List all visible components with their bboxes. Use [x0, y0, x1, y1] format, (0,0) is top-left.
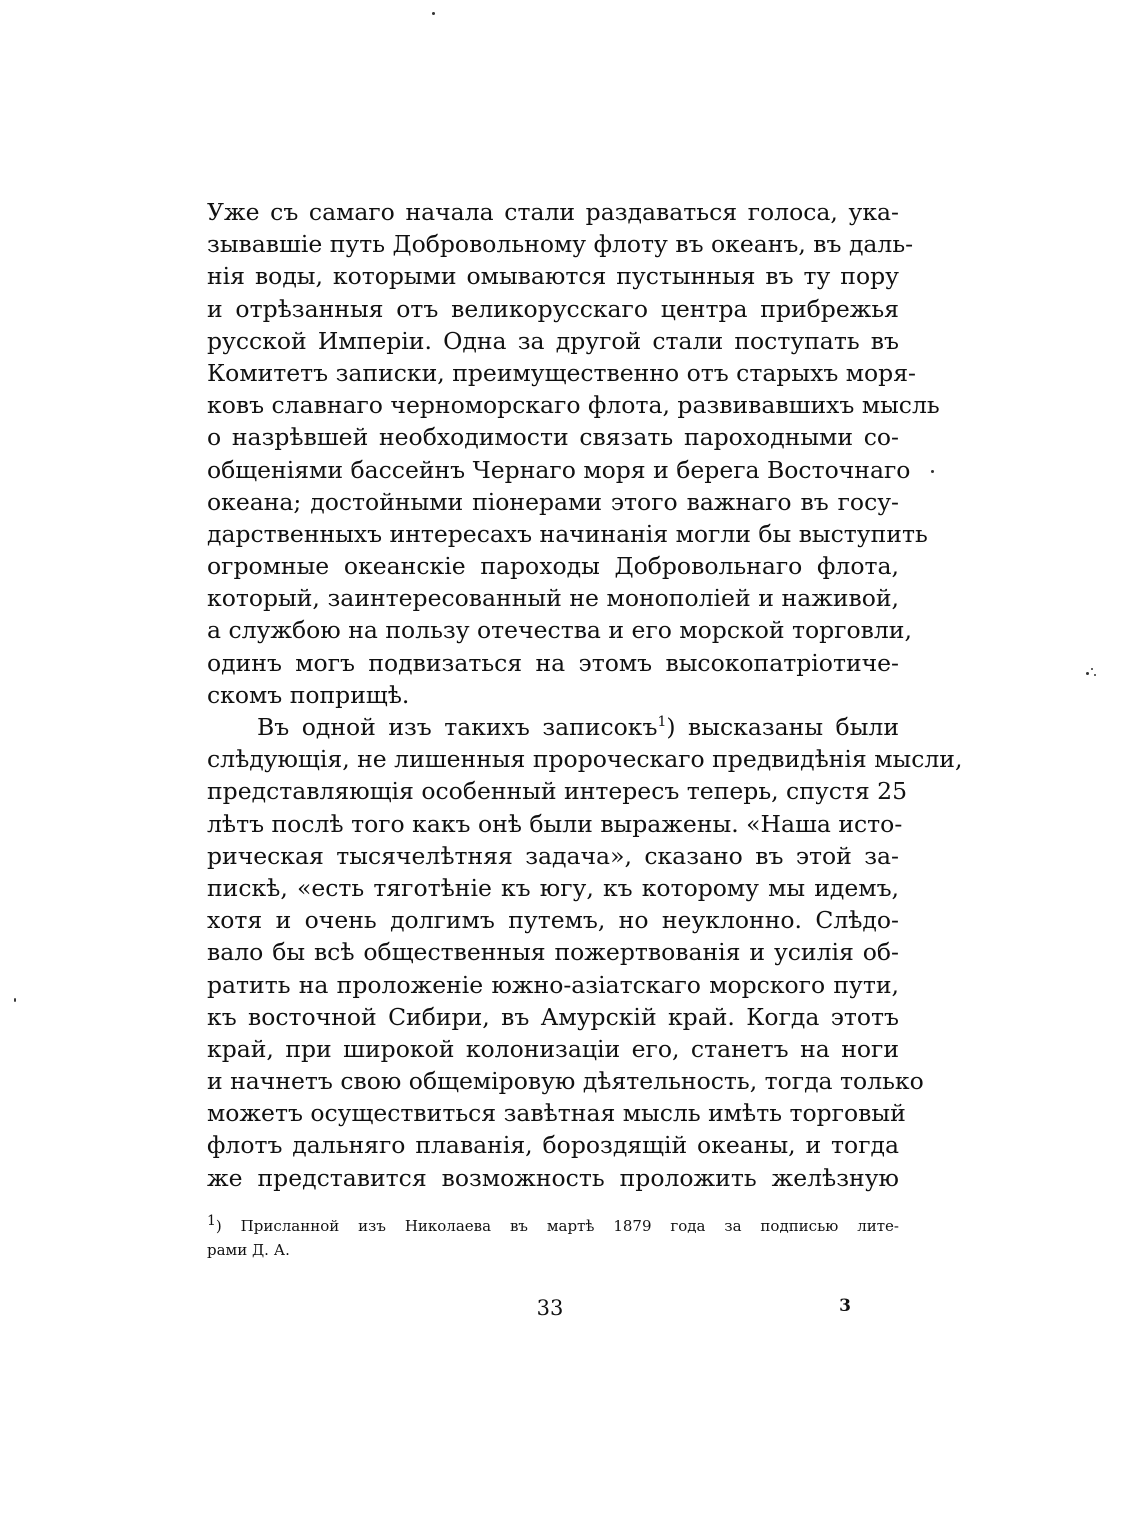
text-line: Комитетъ записки, преимущественно отъ старыхъ моря-: [207, 358, 916, 387]
text-line: ратить на проложеніе южно-азіатскаго морского пути,: [207, 970, 899, 999]
text-line: океана; достойными піонерами этого важнаго въ госу-: [207, 487, 899, 516]
text-line: представляющія особенный интересъ теперь, спустя 25: [207, 777, 908, 806]
scan-speck: [1094, 674, 1096, 676]
page-number: 33: [536, 1296, 564, 1320]
text-line: пискѣ, «есть тяготѣніе къ югу, къ которому мы идемъ,: [207, 873, 899, 902]
footnote-marker: 1: [207, 1213, 216, 1229]
text-line: дарственныхъ интересахъ начинанія могли бы выступить: [207, 519, 928, 548]
text-line: вало бы всѣ общественныя пожертвованія и усилія об-: [207, 938, 899, 967]
scan-speck: [432, 12, 435, 15]
text-line: нія воды, которыми омываются пустынныя въ ту пору: [207, 262, 899, 291]
footnote: [207, 1214, 899, 1262]
text-line: лѣтъ послѣ того какъ онѣ были выражены. «Наша исто-: [207, 809, 903, 838]
text-line: флотъ дальняго плаванія, бороздящій океаны, и тогда: [207, 1131, 899, 1160]
text-line: хотя и очень долгимъ путемъ, но неуклонно. Слѣдо-: [207, 906, 899, 935]
footnote-text: ) Присланной изъ Николаева въ мартѣ 1879 года за подписью лите-: [215, 1217, 899, 1235]
text-line: огромные океанскіе пароходы Добровольнаго флота,: [207, 552, 899, 581]
signature-mark: 3: [839, 1296, 851, 1316]
text-line: къ восточной Сибири, въ Амурскій край. Когда этотъ: [207, 1002, 899, 1031]
text-line: Уже съ самаго начала стали раздаваться голоса, ука-: [207, 198, 899, 226]
text-line: край, при широкой колонизаціи его, станетъ на ноги: [207, 1034, 899, 1063]
scan-speck: [14, 998, 16, 1002]
text-line: слѣдующія, не лишенныя пророческаго предвидѣнія мысли,: [207, 745, 963, 774]
text-line: зывавшіе путь Добровольному флоту въ океанъ, въ даль-: [207, 230, 914, 259]
footnote-line: рами Д. А.: [207, 1241, 290, 1259]
text-line: русской Имперіи. Одна за другой стали поступать въ: [207, 326, 899, 355]
text-line: а службою на пользу отечества и его морской торговли,: [207, 616, 912, 645]
scan-speck: [931, 470, 934, 473]
footnote-line: [207, 1214, 899, 1238]
text-line: одинъ могъ подвизаться на этомъ высокопатріотиче-: [207, 648, 899, 677]
text-line: общеніями бассейнъ Чернаго моря и берега Восточнаго: [207, 455, 911, 484]
text-line: о назрѣвшей необходимости связать пароходными со-: [207, 423, 899, 452]
text-line: и отрѣзанныя отъ великорусскаго центра прибрежья: [207, 294, 899, 323]
text-line: же представится возможность проложить желѣзную: [207, 1163, 899, 1192]
footnote-reference: 1: [657, 714, 667, 731]
scan-speck: [1091, 668, 1093, 670]
body-text: [207, 196, 963, 1194]
text-segment: ) высказаны были: [666, 713, 899, 741]
text-line: рическая тысячелѣтняя задача», сказано въ этой за-: [207, 841, 899, 870]
text-line: ковъ славнаго черноморскаго флота, развивавшихъ мысль: [207, 391, 940, 420]
text-segment: Въ одной изъ такихъ записокъ: [257, 713, 658, 741]
paragraph-start-line: [207, 711, 899, 743]
text-line: можетъ осуществиться завѣтная мысль имѣть торговый: [207, 1099, 906, 1128]
text-line: скомъ поприщѣ.: [207, 680, 410, 709]
text-line: и начнетъ свою общеміровую дѣятельность, тогда только: [207, 1067, 924, 1096]
text-line: который, заинтересованный не монополіей и наживой,: [207, 584, 899, 613]
scan-speck: [1086, 672, 1089, 675]
